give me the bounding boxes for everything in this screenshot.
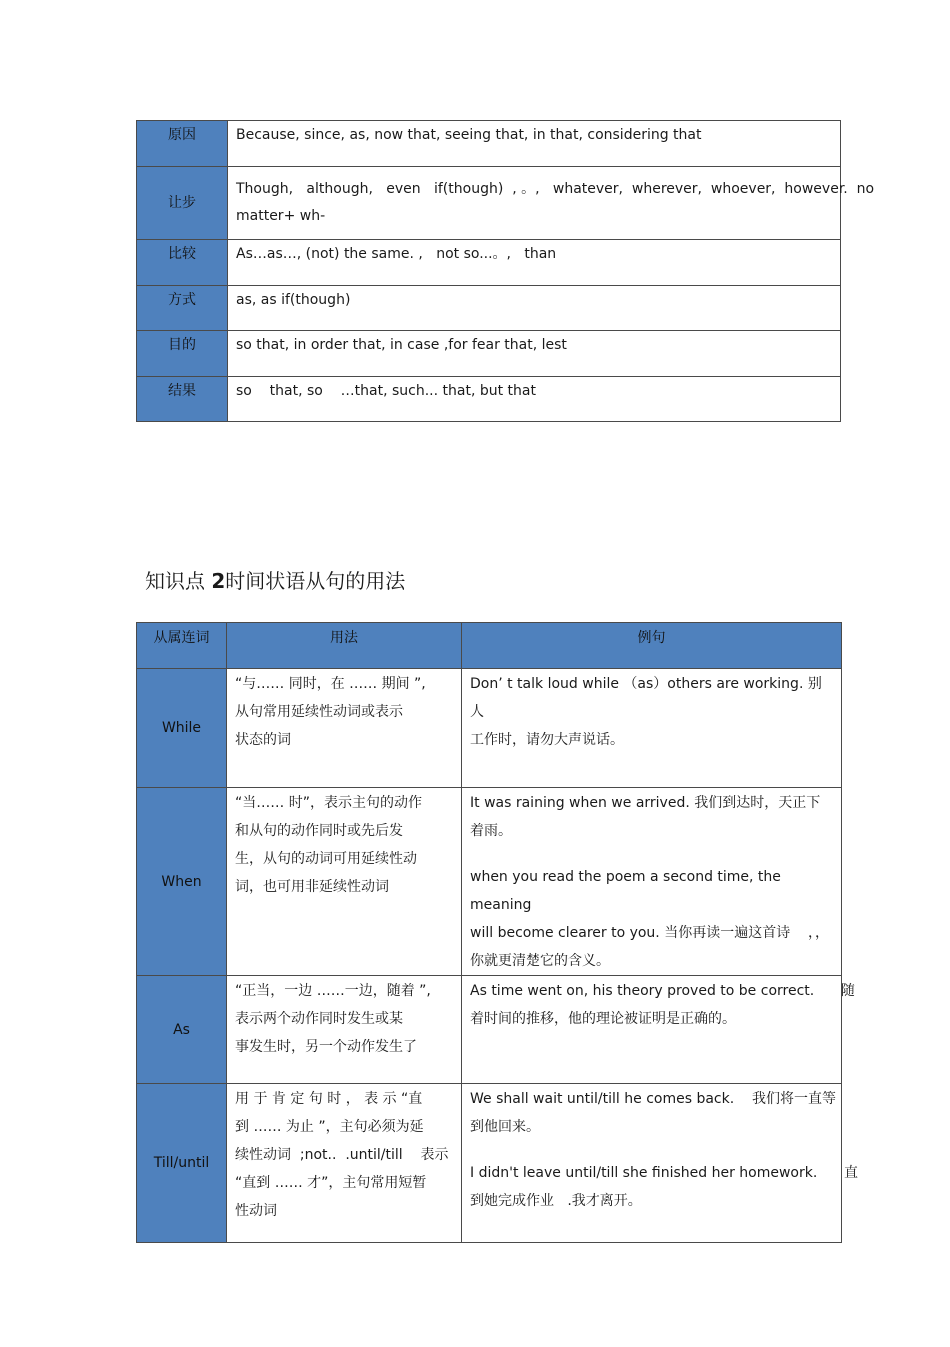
usage-line: 表示两个动作同时发生或某 <box>235 1011 403 1027</box>
usage-line: 状态的词 <box>235 732 291 748</box>
example-line: will become clearer to you. 当你再读一遍这首诗 ，， <box>470 925 830 941</box>
row-label: 结果 <box>137 377 228 422</box>
table-row <box>137 240 841 286</box>
section-title-number: 2 <box>211 569 226 593</box>
example-cell <box>462 788 842 976</box>
usage-cell <box>227 976 462 1084</box>
row-content: so that, in order that, in case ,for fear that, lest <box>228 331 841 377</box>
row-label: 比较 <box>137 240 228 286</box>
row-content: as, as if(though) <box>228 286 841 331</box>
usage-line: 从句常用延续性动词或表示 <box>235 704 403 720</box>
usage-line: 续性动词 ;not.. .until/till 表示 <box>235 1147 449 1163</box>
example-line: It was raining when we arrived. 我们到达时，天正下 <box>470 795 821 811</box>
usage-cell <box>227 669 462 788</box>
usage-line: 和从句的动作同时或先后发 <box>235 823 403 839</box>
column-header: 从属连词 <box>137 623 227 669</box>
conjunction-cell: Till/until <box>137 1084 227 1243</box>
example-line: 着雨。 <box>470 823 512 839</box>
usage-line: 词，也可用非延续性动词 <box>235 879 389 895</box>
row-label: 目的 <box>137 331 228 377</box>
table-row <box>137 669 842 788</box>
conjunction-cell: When <box>137 788 227 976</box>
row-content: Because, since, as, now that, seeing that, in that, considering that <box>228 121 841 167</box>
table-row <box>137 377 841 422</box>
table-row <box>137 121 841 167</box>
example-line: Don’ t talk loud while （as）others are working. 别人 <box>470 676 822 720</box>
example-line: We shall wait until/till he comes back. 我们将一直等 <box>470 1091 836 1107</box>
conjunction-cell: As <box>137 976 227 1084</box>
usage-line: 到 …… 为止 ”，主句必须为延 <box>235 1119 424 1135</box>
row-label: 原因 <box>137 121 228 167</box>
table-row <box>137 788 842 976</box>
table-row <box>137 976 842 1084</box>
clause-types-table <box>136 120 875 422</box>
time-clause-table <box>136 622 859 1243</box>
usage-cell <box>227 788 462 976</box>
row-content-line: matter+ wh- <box>236 208 326 224</box>
example-line: 到他回来。 <box>470 1119 540 1135</box>
table-row <box>137 331 841 377</box>
example-line: 工作时，请勿大声说话。 <box>470 732 624 748</box>
section-title-suffix: 时间状语从句的用法 <box>225 569 406 593</box>
row-label: 方式 <box>137 286 228 331</box>
example-line: As time went on, his theory proved to be correct. 随 <box>470 983 855 999</box>
row-content: so that, so …that, such... that, but that <box>228 377 841 422</box>
usage-cell <box>227 1084 462 1243</box>
header-row <box>137 623 842 669</box>
column-header: 用法 <box>227 623 462 669</box>
section-title <box>145 566 405 596</box>
example-line: when you read the poem a second time, the meaning <box>470 869 781 913</box>
section-title-prefix: 知识点 <box>145 569 205 593</box>
usage-line: “与…… 同时，在 …… 期间 ”, <box>235 676 426 692</box>
conjunction-cell: While <box>137 669 227 788</box>
usage-line: 生，从句的动词可用延续性动 <box>235 851 417 867</box>
usage-line: 事发生时，另一个动作发生了 <box>235 1039 417 1055</box>
usage-line: 性动词 <box>235 1203 277 1219</box>
table-row <box>137 167 841 240</box>
row-content: As…as…, (not) the same. , not so...。, than <box>228 240 841 286</box>
usage-line: “正当，一边 ……一边，随着 ”, <box>235 983 431 999</box>
example-line: 到她完成作业 .我才离开。 <box>470 1193 642 1209</box>
column-header: 例句 <box>462 623 842 669</box>
example-cell <box>462 669 842 788</box>
example-cell <box>462 976 855 1084</box>
row-content <box>228 167 875 240</box>
example-line: I didn't leave until/till she finished her homework. 直 <box>470 1165 859 1181</box>
row-content-line: Though, although, even if(though) , 。, whatever, wherever, whoever, however. no <box>236 181 875 197</box>
table-row <box>137 1084 842 1243</box>
usage-line: “直到 …… 才”，主句常用短暂 <box>235 1175 427 1191</box>
usage-line: “当…… 时”，表示主句的动作 <box>235 795 422 811</box>
example-cell <box>462 1084 859 1243</box>
usage-line: 用 于 肯 定 句 时 ， 表 示 “直 <box>235 1091 423 1107</box>
example-line: 着时间的推移，他的理论被证明是正确的。 <box>470 1011 736 1027</box>
table-row <box>137 286 841 331</box>
example-line: 你就更清楚它的含义。 <box>470 953 610 969</box>
row-label: 让步 <box>137 167 228 240</box>
